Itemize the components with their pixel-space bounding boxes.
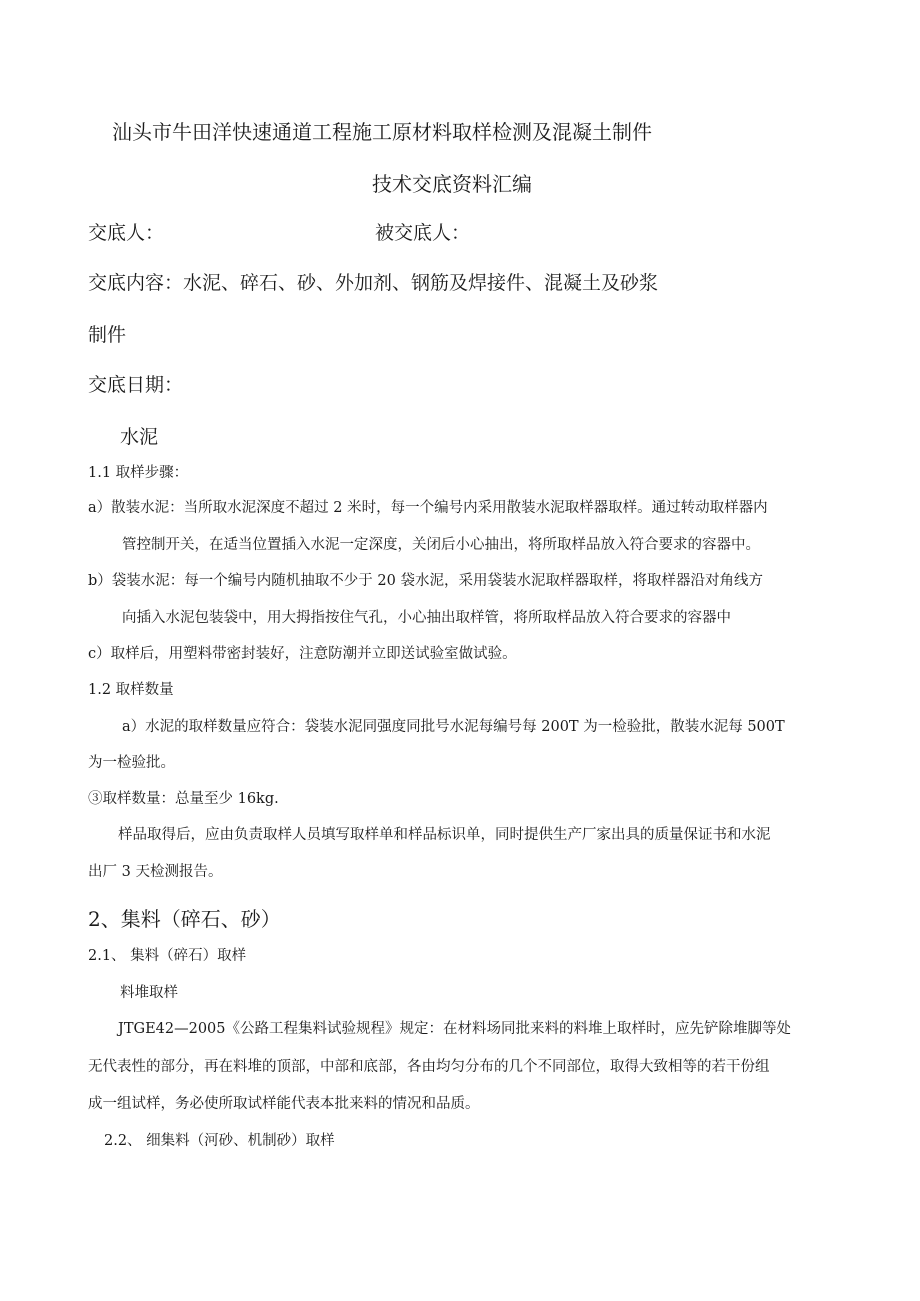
- quantity-a-line1: a）水泥的取样数量应符合：袋装水泥同强度同批号水泥每编号每 200T 为一检验批，散装水泥每 500T: [122, 719, 785, 735]
- quantity-3-line: ③取样数量：总量至少 16kg.: [88, 791, 279, 807]
- pile-sampling-heading: 料堆取样: [120, 985, 178, 1001]
- subsection-1-1-heading: 1.1 取样步骤：: [88, 465, 189, 481]
- pile-para-line2: 无代表性的部分，再在料堆的顶部，中部和底部，各由均匀分布的几个不同部位，取得大致相等的若干份组: [88, 1059, 770, 1075]
- item-b-line1: b）袋装水泥：每一个编号内随机抽取不少于 20 袋水泥，采用袋装水泥取样器取样，将取样器沿对角线方: [88, 573, 763, 589]
- pile-para-line1: JTGE42—2005《公路工程集料试验规程》规定：在材料场同批来料的料堆上取样时，应先铲除堆脚等处: [118, 1021, 792, 1037]
- item-a-line1: a）散装水泥：当所取水泥深度不超过 2 米时，每一个编号内采用散装水泥取样器取样。通过转动取样器内: [88, 500, 768, 516]
- subsection-1-2-heading: 1.2 取样数量: [88, 682, 174, 698]
- sample-para-line2: 出厂 3 天检测报告。: [88, 864, 223, 880]
- doc-title-line1: 汕头市牛田洋快速通道工程施工原材料取样检测及混凝土制件: [112, 120, 652, 144]
- subsection-2-1-heading: 2.1、 集料（碎石）取样: [88, 948, 247, 964]
- content-label-line2: 制件: [88, 324, 127, 346]
- sample-para-line1: 样品取得后，应由负责取样人员填写取样单和样品标识单，同时提供生产厂家出具的质量保证书和水泥: [118, 827, 771, 843]
- item-b-line2: 向插入水泥包装袋中，用大拇指按住气孔，小心抽出取样管，将所取样品放入符合要求的容器中: [122, 610, 731, 626]
- doc-title-line2: 技术交底资料汇编: [372, 172, 532, 196]
- quantity-a-line2: 为一检验批。: [88, 755, 175, 771]
- section2-heading: 2、集料（碎石、砂）: [88, 907, 281, 931]
- content-label-line1: 交底内容：水泥、碎石、砂、外加剂、钢筋及焊接件、混凝土及砂浆: [88, 272, 659, 294]
- item-a-line2: 管控制开关，在适当位置插入水泥一定深度，关闭后小心抽出，将所取样品放入符合要求的容器中。: [122, 537, 760, 553]
- item-c-line: c）取样后，用塑料带密封装好，注意防潮并立即送试验室做试验。: [88, 646, 517, 662]
- section1-heading: 水泥: [120, 426, 159, 448]
- presenter-label: 交底人：: [88, 222, 165, 244]
- pile-para-line3: 成一组试样，务必使所取试样能代表本批来料的情况和品质。: [88, 1096, 480, 1112]
- date-label: 交底日期：: [88, 374, 184, 396]
- receiver-label: 被交底人：: [375, 222, 471, 244]
- subsection-2-2-heading: 2.2、 细集料（河砂、机制砂）取样: [104, 1133, 335, 1149]
